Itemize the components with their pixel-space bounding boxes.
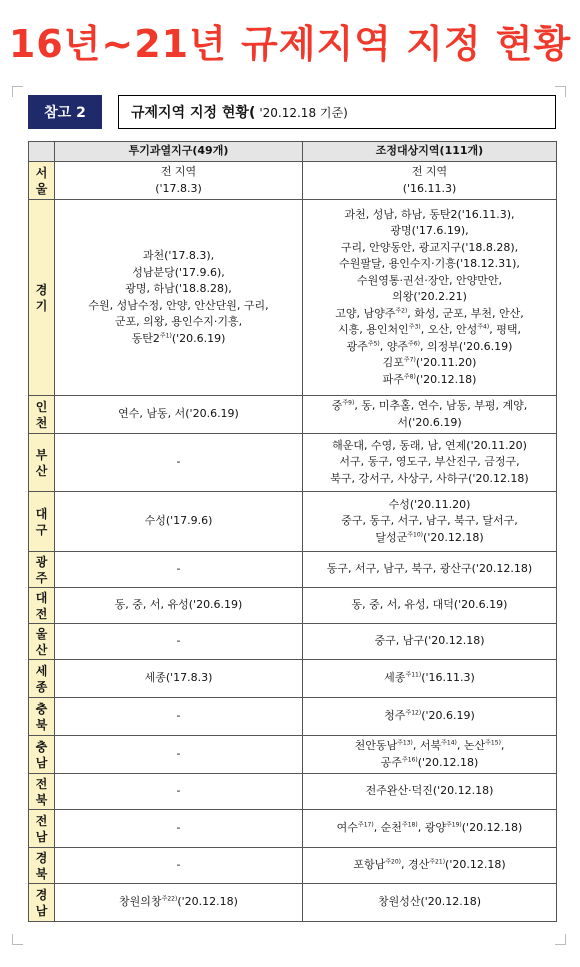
adjustment-zone-cell [303, 660, 557, 698]
region-cell [29, 588, 55, 624]
region-char: 천 [35, 415, 48, 430]
cell-line: 청주$^{주12)}$('20.6.19) [384, 709, 475, 723]
cell-line: 중구, 남구('20.12.18) [374, 634, 485, 648]
cell-line: 전주완산·덕진('20.12.18) [365, 784, 494, 798]
cell-line: 중구, 동구, 서구, 남구, 북구, 달서구, [341, 514, 518, 528]
adjustment-zone-cell [303, 774, 557, 810]
cell-line: 중$^{주9)}$, 동, 미추홀, 연수, 남동, 부평, 계양, [331, 399, 528, 412]
cell-line: 과천('17.8.3), [142, 249, 215, 262]
banner-title: 16년~21년 규제지역 지정 현황 [8, 21, 572, 66]
region-char: 남 [35, 755, 48, 770]
cell-line: 김포$^{주7)}$('20.11.20) [382, 356, 477, 370]
cell-line: 광명('17.6.19), [390, 224, 469, 238]
region-cell [29, 698, 55, 736]
adjustment-zone-cell [303, 434, 557, 492]
region-cell [29, 660, 55, 698]
reference-title: 규제지역 지정 현황( [131, 105, 256, 121]
cell-line: 서('20.6.19) [397, 415, 462, 429]
cell-line: 고양, 남양주$^{주2)}$, 화성, 군포, 부천, 안산, [335, 306, 524, 320]
region-char: 북 [35, 792, 48, 807]
cell-line: 의왕('20.2.21) [392, 290, 467, 304]
reference-header [28, 95, 556, 129]
corner-mark [12, 86, 23, 97]
reference-title-box [118, 95, 556, 129]
region-cell [29, 200, 55, 396]
cell-line: 파주$^{주8)}$('20.12.18) [382, 372, 477, 386]
adjustment-zone-cell [303, 200, 557, 396]
cell-line: - [176, 562, 181, 576]
region-cell [29, 492, 55, 552]
header-speculation-zone: 투기과열지구(49개) [55, 142, 303, 162]
table-row [29, 588, 557, 624]
cell-line: 연수, 남동, 서('20.6.19) [118, 407, 239, 421]
table-row [29, 884, 557, 922]
cell-line: 세종$^{주11)}$('16.11.3) [384, 671, 475, 685]
cell-line: - [176, 634, 181, 648]
adjustment-zone-cell [303, 588, 557, 624]
region-char: 울 [35, 626, 48, 641]
speculation-zone-cell [55, 624, 303, 660]
table-row [29, 624, 557, 660]
region-cell [29, 774, 55, 810]
region-char: 인 [35, 399, 48, 414]
cell-line: 수원, 성남수정, 안양, 안산단원, 구리, [88, 298, 269, 312]
speculation-zone-cell [55, 660, 303, 698]
region-char: 서 [35, 165, 48, 180]
cell-line: 광명, 하남('18.8.28), [125, 282, 232, 295]
cell-line: 창원의창$^{주22)}$('20.12.18) [119, 895, 238, 909]
table-row [29, 200, 557, 396]
reference-date: '20.12.18 기준) [259, 105, 348, 120]
region-char: 충 [35, 701, 48, 716]
cell-line: - [176, 455, 181, 469]
adjustment-zone-cell [303, 624, 557, 660]
region-char: 전 [35, 776, 48, 791]
corner-mark [12, 934, 23, 945]
region-cell [29, 848, 55, 884]
speculation-zone-cell [55, 434, 303, 492]
region-char: 경 [35, 887, 48, 902]
cell-line: 수원영통·권선·장안, 안양만안, [357, 273, 502, 287]
cell-line: 세종('17.8.3) [144, 671, 213, 685]
adjustment-zone-cell [303, 884, 557, 922]
speculation-zone-cell [55, 774, 303, 810]
region-cell [29, 434, 55, 492]
cell-line: 서구, 동구, 영도구, 부산진구, 금정구, [339, 455, 520, 469]
speculation-zone-cell [55, 200, 303, 396]
cell-line: - [176, 784, 181, 798]
region-char: 경 [35, 282, 48, 297]
cell-line: 천안동남$^{주13)}$, 서북$^{주14)}$, 논산$^{주15)}$, [354, 739, 505, 752]
table-row [29, 848, 557, 884]
cell-line: 여수$^{주17)}$, 순천$^{주18)}$, 광양$^{주19)}$('20.12.18) [336, 821, 523, 835]
region-char: 세 [35, 663, 48, 678]
cell-line: 구리, 안양동안, 광교지구('18.8.28), [340, 240, 519, 254]
region-cell [29, 552, 55, 588]
region-char: 울 [35, 181, 48, 196]
region-char: 구 [35, 522, 48, 537]
region-cell [29, 884, 55, 922]
cell-line: ('16.11.3) [402, 181, 457, 195]
cell-line: ('17.8.3) [155, 181, 202, 195]
header-region [29, 142, 55, 162]
region-char: 충 [35, 739, 48, 754]
adjustment-zone-cell [303, 848, 557, 884]
speculation-zone-cell [55, 552, 303, 588]
cell-line: 북구, 강서구, 사상구, 사하구('20.12.18) [330, 471, 529, 485]
banner [0, 0, 580, 80]
cell-line: 성남분당('17.9.6), [132, 265, 225, 279]
speculation-zone-cell [55, 492, 303, 552]
table-body [29, 162, 557, 922]
table-row [29, 810, 557, 848]
table-row [29, 660, 557, 698]
region-char: 전 [35, 606, 48, 621]
cell-line: 군포, 의왕, 용인수지·기흥, [114, 315, 243, 328]
region-cell [29, 624, 55, 660]
speculation-zone-cell [55, 848, 303, 884]
cell-line: 과천, 성남, 하남, 동탄2('16.11.3), [344, 207, 515, 221]
table-row [29, 774, 557, 810]
corner-mark [555, 86, 566, 97]
region-cell [29, 162, 55, 200]
adjustment-zone-cell [303, 396, 557, 434]
cell-line: 동탄$2^{주1)}('20.6.19)$ [131, 331, 226, 345]
region-char: 부 [35, 447, 48, 462]
header-adjustment-zone: 조정대상지역(111개) [303, 142, 557, 162]
region-char: 산 [35, 463, 48, 478]
cell-line: 시흥, 용인처인$^{주3)}$, 오산, 안성$^{주4)}$, 평택, [338, 323, 521, 337]
cell-line: 전 지역 [411, 165, 448, 178]
regulation-table [28, 141, 557, 922]
region-char: 북 [35, 866, 48, 881]
region-char: 기 [35, 298, 48, 313]
table-row [29, 698, 557, 736]
cell-line: - [176, 747, 181, 761]
cell-line: 동, 중, 서, 유성, 대덕('20.6.19) [351, 598, 508, 612]
adjustment-zone-cell [303, 162, 557, 200]
cell-line: - [176, 709, 181, 723]
cell-line: 광주$^{주5)}$, 양주$^{주6)}$, 의정부('20.6.19) [346, 339, 513, 353]
cell-line: 공주$^{주16)}$('20.12.18) [380, 755, 479, 769]
speculation-zone-cell [55, 396, 303, 434]
reference-tag: 참고 2 [28, 95, 102, 129]
cell-line: - [176, 858, 181, 872]
table-row [29, 396, 557, 434]
adjustment-zone-cell [303, 492, 557, 552]
cell-line: 전 지역 [160, 165, 197, 178]
adjustment-zone-cell [303, 810, 557, 848]
region-char: 남 [35, 829, 48, 844]
table-row [29, 434, 557, 492]
cell-line: 동, 중, 서, 유성('20.6.19) [114, 598, 243, 612]
table-row [29, 162, 557, 200]
region-char: 전 [35, 813, 48, 828]
cell-line: 포항남$^{주20)}$, 경산$^{주21)}$('20.12.18) [353, 858, 506, 872]
speculation-zone-cell [55, 162, 303, 200]
cell-line: 해운대, 수영, 동래, 남, 연제('20.11.20) [332, 438, 527, 452]
speculation-zone-cell [55, 588, 303, 624]
adjustment-zone-cell [303, 698, 557, 736]
cell-line: 수원팔달, 용인수지·기흥('18.12.31), [339, 257, 520, 271]
speculation-zone-cell [55, 810, 303, 848]
table-row [29, 736, 557, 774]
table-row [29, 552, 557, 588]
table-header-row [29, 142, 557, 162]
adjustment-zone-cell [303, 552, 557, 588]
region-cell [29, 736, 55, 774]
speculation-zone-cell [55, 698, 303, 736]
adjustment-zone-cell [303, 736, 557, 774]
region-char: 산 [35, 642, 48, 657]
cell-line: - [176, 821, 181, 835]
cell-line: 달성군$^{주10)}$('20.12.18) [375, 530, 484, 544]
speculation-zone-cell [55, 884, 303, 922]
region-char: 광 [35, 554, 48, 569]
corner-mark [555, 934, 566, 945]
region-cell [29, 810, 55, 848]
region-char: 대 [35, 590, 48, 605]
cell-line: 창원성산('20.12.18) [377, 895, 482, 909]
cell-line: 수성('20.11.20) [388, 497, 471, 511]
region-char: 주 [35, 570, 48, 585]
region-char: 대 [35, 506, 48, 521]
cell-line: 동구, 서구, 남구, 북구, 광산구('20.12.18) [326, 562, 533, 576]
region-char: 경 [35, 850, 48, 865]
cell-line: 수성('17.9.6) [144, 514, 213, 528]
speculation-zone-cell [55, 736, 303, 774]
table-row [29, 492, 557, 552]
region-char: 북 [35, 717, 48, 732]
region-cell [29, 396, 55, 434]
region-char: 남 [35, 903, 48, 918]
region-char: 종 [35, 679, 48, 694]
